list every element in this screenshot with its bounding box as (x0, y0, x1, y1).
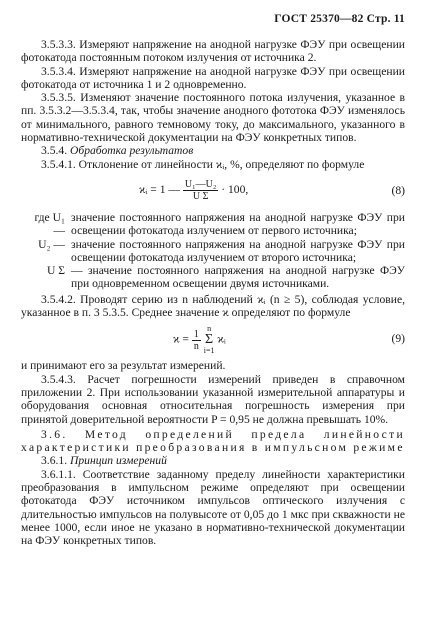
definition-text: — значение постоянного напряжения на анодной нагрузке ФЭУ при одновременном освещении двумя источниками. (71, 264, 405, 291)
section-heading-3-6: 3.6. Метод определений предела линейности характеристики преобразования в импульсном режиме (21, 427, 405, 455)
definition-row (21, 264, 405, 291)
paragraph-3-5-3-4: 3.5.3.4. Измеряют напряжение на анодной нагрузке ФЭУ при освещении фотокатода от источника 1 и 2 одновременно. (21, 64, 405, 91)
formula-8-numerator: U₁—U₂ (184, 178, 217, 190)
paragraph-3-5-4-3: 3.5.4.3. Расчет погрешности измерений приведен в справочном приложении 2. При использовании указанной измерительной аппаратуры и оборудования основная относительная погрешность измерения при принятой доверительной вероятности P = 0,95 не должна превышать 10%. (21, 372, 405, 426)
formula-8-fraction (183, 179, 218, 202)
formula-9-frac-bottom: n (193, 340, 199, 352)
definition-row (21, 211, 405, 238)
formula-8-tail: · 100, (221, 183, 249, 197)
section-heading-3-6-1 (21, 454, 405, 467)
formula-8-number: (8) (391, 183, 405, 197)
formula-9-fraction (192, 329, 201, 352)
formula-8-lhs: ϰᵢ = 1 — (139, 183, 181, 197)
sum-lower-limit: i=1 (203, 346, 215, 356)
formula-9 (21, 324, 405, 356)
definition-text: значение постоянного напряжения на анодной нагрузке ФЭУ при освещении фотокатода излучением от первого источника; (71, 210, 405, 238)
paragraph-3-5-3-3: 3.5.3.3. Измеряют напряжение на анодной нагрузке ФЭУ при освещении фотокатода постоянным потоком излучения от источника 2. (21, 38, 405, 65)
definition-symbol: где U₁ — (34, 210, 65, 238)
formula-9-term: ϰᵢ (217, 333, 226, 346)
definitions-list (21, 211, 405, 291)
definition-row (21, 238, 405, 265)
page-header: ГОСТ 25370—82 Стр. 11 (274, 13, 405, 25)
formula-9-frac-top: 1 (193, 328, 199, 340)
section-title: Обработка результатов (70, 144, 194, 158)
definition-symbol: U Σ (46, 264, 65, 278)
definition-text: значение постоянного напряжения на анодной нагрузке ФЭУ при освещении фотокатода излучением от второго источника; (71, 237, 405, 264)
paragraph-3-5-4-1: 3.5.4.1. Отклонение от линейности ϰᵢ, %, определяют по формуле (41, 157, 365, 171)
formula-9-sum (204, 325, 215, 355)
formula-8 (21, 177, 405, 205)
paragraph-after-formula-9: и принимают его за результат измерений. (21, 359, 226, 373)
definition-symbol: U₂ — (38, 237, 65, 251)
formula-9-number: (9) (391, 332, 405, 346)
section-heading-3-5-4 (21, 144, 405, 157)
page-body (21, 38, 405, 548)
formula-9-lhs: ϰ = (173, 333, 189, 346)
paragraph-3-6-1-1: 3.6.1.1. Соответствие заданному пределу линейности характеристики преобразования в импульсном режиме определяют при освещении фотокатода ФЭУ источником импульсов оптического излучения с длительностью импульсов на полувысоте от 0,05 до 1 мкс при скважности не менее 1000, если иное не указано в нормативно-технической документации на ФЭУ конкретных типов. (21, 467, 405, 548)
paragraph-3-5-4-2: 3.5.4.2. Проводят серию из n наблюдений ϰᵢ (n ≥ 5), соблюдая условие, указанное в п. 3 5.3.5. Среднее значение ϰ определяют по формуле (21, 292, 405, 320)
section-number: 3.5.4. (41, 144, 68, 158)
paragraph-3-5-3-5: 3.5.3.5. Изменяют значение постоянного потока излучения, указанное в пп. 3.5.3.2—3.5.3.4, так, чтобы значение анодного фототока ФЭУ изменялось от минимального, равного темновому току, до максимального, указанного в нормативно-технической документации на ФЭУ конкретных типов. (21, 91, 405, 145)
sum-upper-limit: n (207, 324, 212, 334)
formula-8-denominator: U Σ (192, 190, 209, 202)
section-number: 3.6.1. (41, 454, 68, 468)
section-title: Принцип измерений (70, 454, 167, 468)
sigma-icon: Σ (205, 332, 214, 348)
